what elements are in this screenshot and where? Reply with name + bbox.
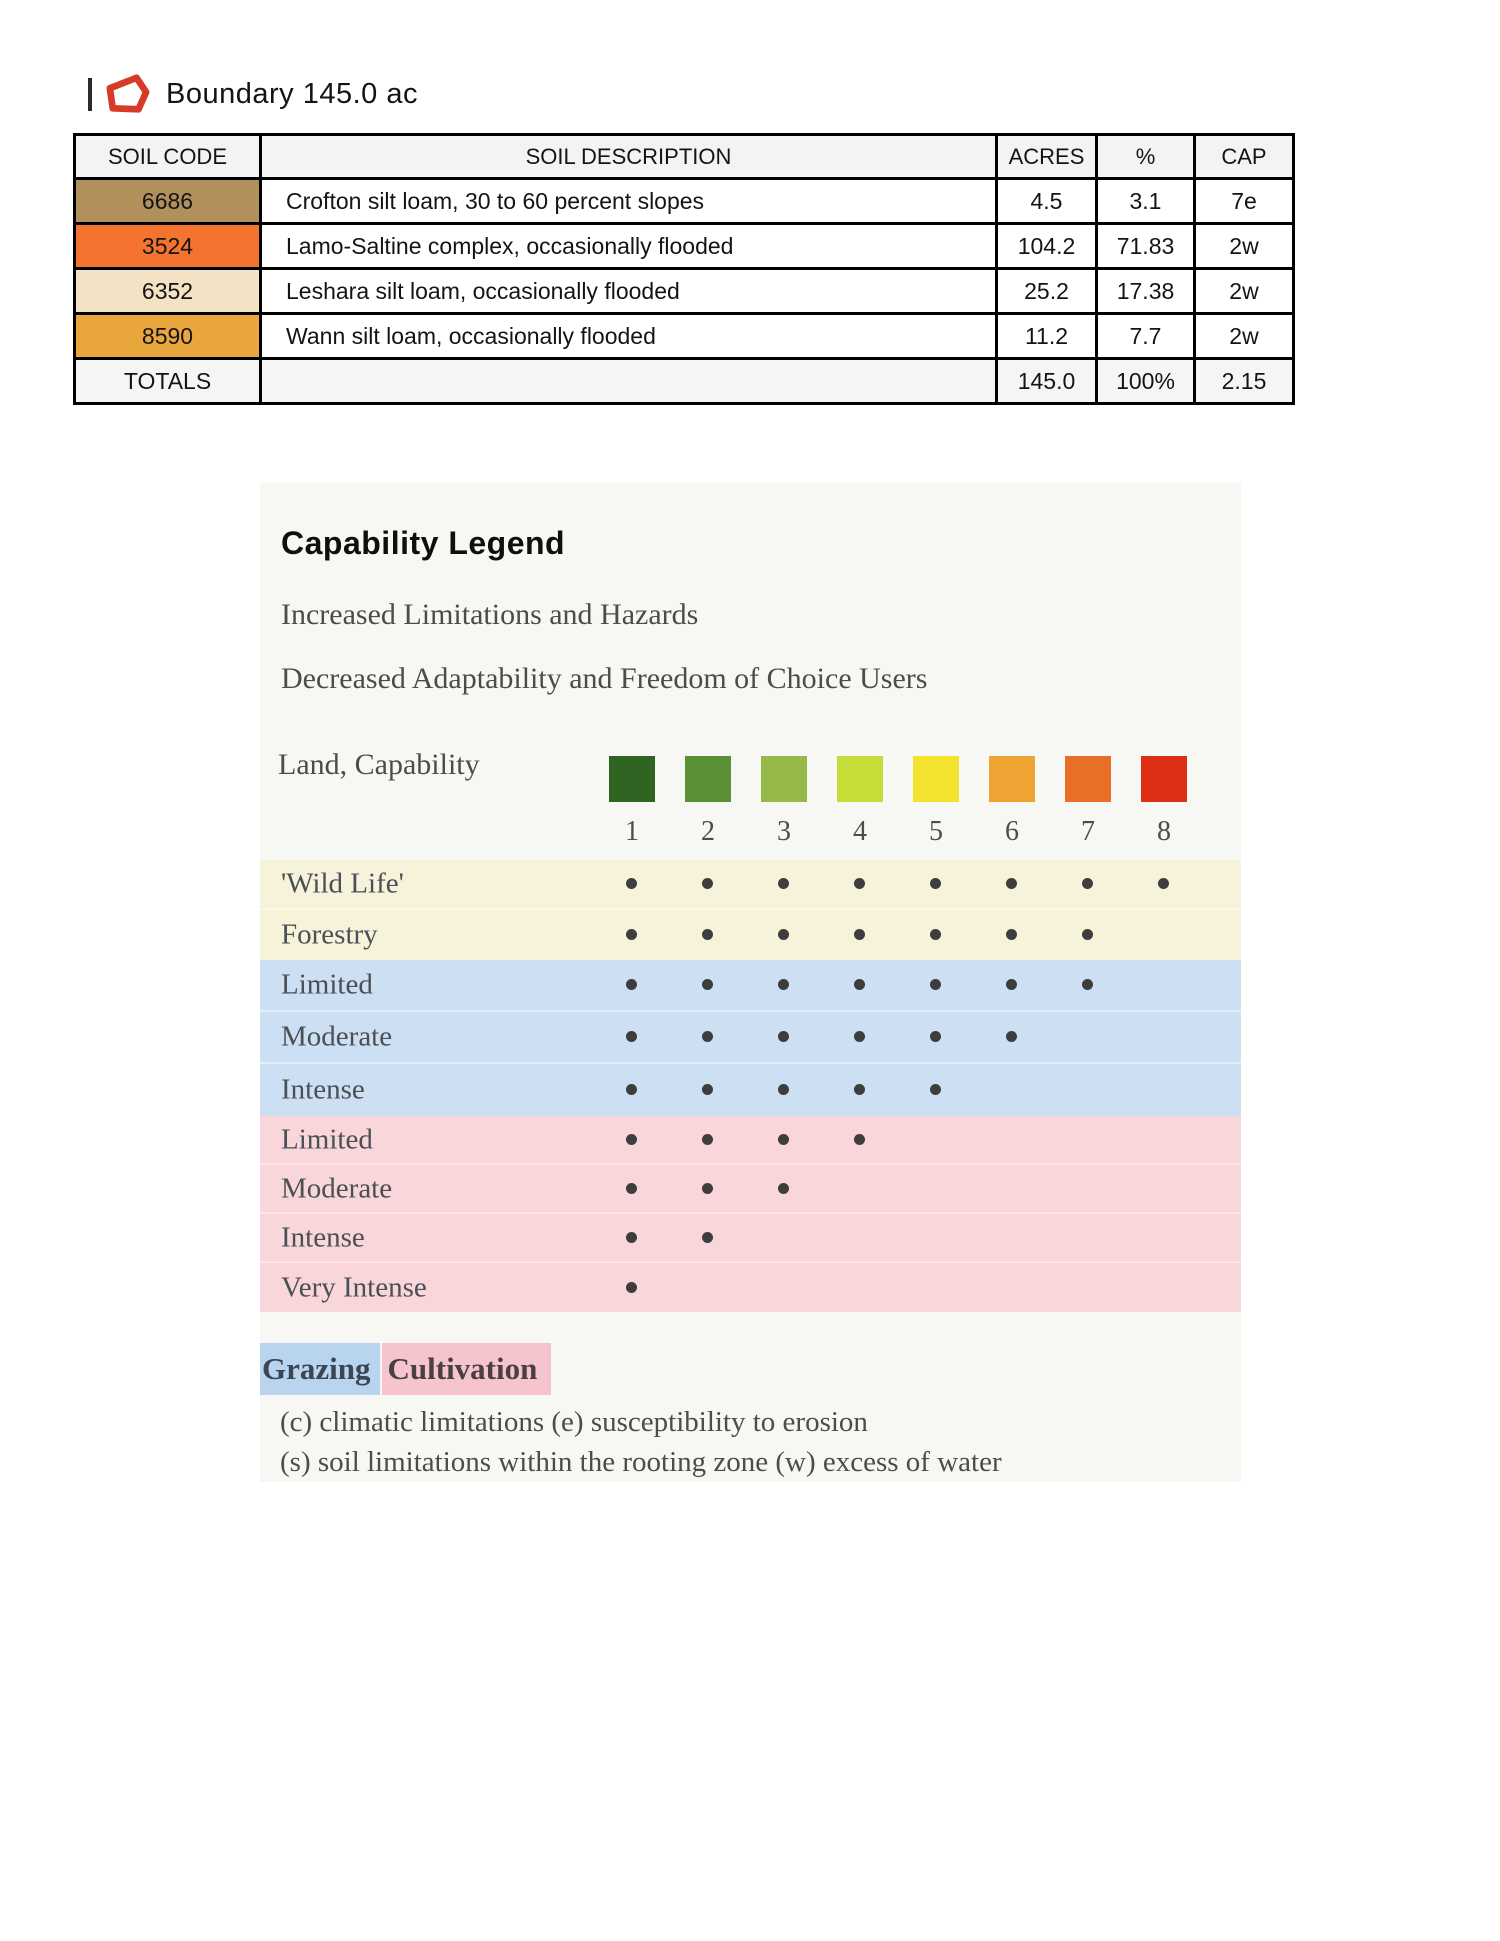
capability-dot [778,1134,789,1145]
col-header-percent: % [1097,135,1195,179]
totals-label-cell: TOTALS [75,359,261,404]
capability-dot [930,1031,941,1042]
capability-dot [778,929,789,940]
totals-empty-cell [261,359,997,404]
cap-cell: 2w [1195,269,1294,314]
grazing-key-label: Grazing [260,1343,380,1395]
capability-dot [930,1084,941,1095]
capability-dot [930,878,941,889]
capability-dot [626,979,637,990]
capability-dot [854,1031,865,1042]
capability-class-number: 5 [929,816,943,847]
totals-cap-cell: 2.15 [1195,359,1294,404]
capability-dot [626,1084,637,1095]
table-row [75,224,1294,269]
soil-description-cell: Leshara silt loam, occasionally flooded [261,269,997,314]
cultivation-key-label: Cultivation [382,1343,552,1395]
capability-dot [1082,979,1093,990]
acres-cell: 4.5 [997,179,1097,224]
totals-acres-cell: 145.0 [997,359,1097,404]
capability-dot [854,1084,865,1095]
capability-dot [930,979,941,990]
capability-dot [930,929,941,940]
capability-dot [626,878,637,889]
soil-code-cell: 6352 [75,269,261,314]
capability-dot [1082,878,1093,889]
matrix-row-very-intense: Very Intense [260,1263,1241,1312]
capability-dot [702,878,713,889]
cap-cell: 2w [1195,314,1294,359]
capability-class-swatch [1065,756,1111,802]
dot-strip [260,1116,1241,1163]
dot-strip [260,1165,1241,1212]
land-capability-label: Land, Capability [278,748,480,781]
capability-dot [854,929,865,940]
capability-class-swatch [989,756,1035,802]
soil-code-cell: 8590 [75,314,261,359]
capability-class-swatch [609,756,655,802]
capability-footnotes [280,1402,1002,1482]
soil-code-cell: 3524 [75,224,261,269]
percent-cell: 71.83 [1097,224,1195,269]
col-header-soil-description: SOIL DESCRIPTION [261,135,997,179]
table-row [75,314,1294,359]
capability-class-swatch [1141,756,1187,802]
capability-dot [1006,929,1017,940]
matrix-row-cultivation-limited: Limited [260,1116,1241,1165]
matrix-row-cultivation-intense: Intense [260,1214,1241,1263]
boundary-polygon-icon [103,73,153,115]
capability-class-swatch [685,756,731,802]
capability-class-number: 8 [1157,816,1171,847]
capability-class-number: 3 [777,816,791,847]
divider-bar [88,78,92,111]
legend-subtitle-adaptability: Decreased Adaptability and Freedom of Choice Users [281,662,928,695]
capability-class-swatch [913,756,959,802]
acres-cell: 25.2 [997,269,1097,314]
capability-dot [626,1232,637,1243]
capability-dot [854,878,865,889]
matrix-row-cultivation-moderate: Moderate [260,1165,1241,1214]
matrix-row-forestry: Forestry [260,910,1241,960]
capability-class-swatch [837,756,883,802]
soil-description-cell: Wann silt loam, occasionally flooded [261,314,997,359]
acres-cell: 104.2 [997,224,1097,269]
capability-class-number: 7 [1081,816,1095,847]
capability-dot [778,1183,789,1194]
capability-dot [1006,878,1017,889]
capability-class-number: 4 [853,816,867,847]
boundary-header[interactable] [88,70,418,118]
soil-table-header-row [75,135,1294,179]
percent-cell: 3.1 [1097,179,1195,224]
col-header-cap: CAP [1195,135,1294,179]
soil-code-cell: 6686 [75,179,261,224]
soil-description-cell: Crofton silt loam, 30 to 60 percent slopes [261,179,997,224]
footnote-line: (c) climatic limitations (e) susceptibility to erosion [280,1406,868,1438]
col-header-soil-code: SOIL CODE [75,135,261,179]
capability-dot [702,979,713,990]
capability-dot [626,1031,637,1042]
capability-class-number: 2 [701,816,715,847]
capability-dot [778,979,789,990]
dot-strip [260,1263,1241,1312]
totals-percent-cell: 100% [1097,359,1195,404]
capability-matrix [260,860,1241,1312]
percent-cell: 17.38 [1097,269,1195,314]
capability-dot [702,929,713,940]
capability-dot [626,1183,637,1194]
cap-cell: 2w [1195,224,1294,269]
legend-title: Capability Legend [281,525,566,561]
boundary-title: Boundary 145.0 ac [166,77,418,110]
capability-dot [626,1134,637,1145]
capability-dot [1158,878,1169,889]
matrix-row-grazing-limited: Limited [260,960,1241,1012]
capability-class-number: 1 [625,816,639,847]
capability-dot [626,1282,637,1293]
capability-dot [1082,929,1093,940]
dot-strip [260,960,1241,1010]
capability-dot [854,1134,865,1145]
matrix-row-wild-life: 'Wild Life' [260,860,1241,910]
col-header-acres: ACRES [997,135,1097,179]
capability-dot [1006,979,1017,990]
capability-dot [626,929,637,940]
dot-strip [260,1064,1241,1116]
capability-dot [702,1031,713,1042]
matrix-row-grazing-intense: Intense [260,1064,1241,1116]
table-row [75,179,1294,224]
capability-legend-panel [260,483,1241,1482]
soil-table [73,133,1295,405]
percent-cell: 7.7 [1097,314,1195,359]
capability-dot [778,1031,789,1042]
dot-strip [260,1214,1241,1261]
capability-dot [778,1084,789,1095]
capability-dot [702,1183,713,1194]
dot-strip [260,860,1241,908]
table-row [75,269,1294,314]
capability-class-number: 6 [1005,816,1019,847]
capability-dot [702,1232,713,1243]
capability-dot [702,1134,713,1145]
soil-description-cell: Lamo-Saltine complex, occasionally flooded [261,224,997,269]
cap-cell: 7e [1195,179,1294,224]
footnote-line: (s) soil limitations within the rooting zone (w) excess of water [280,1446,1002,1478]
legend-subtitle-limitations: Increased Limitations and Hazards [281,598,699,631]
dot-strip [260,1012,1241,1062]
capability-dot [702,1084,713,1095]
matrix-row-grazing-moderate: Moderate [260,1012,1241,1064]
capability-class-swatch [761,756,807,802]
acres-cell: 11.2 [997,314,1097,359]
capability-dot [1006,1031,1017,1042]
band-key [260,1343,551,1395]
totals-row [75,359,1294,404]
capability-dot [854,979,865,990]
capability-dot [778,878,789,889]
dot-strip [260,910,1241,960]
